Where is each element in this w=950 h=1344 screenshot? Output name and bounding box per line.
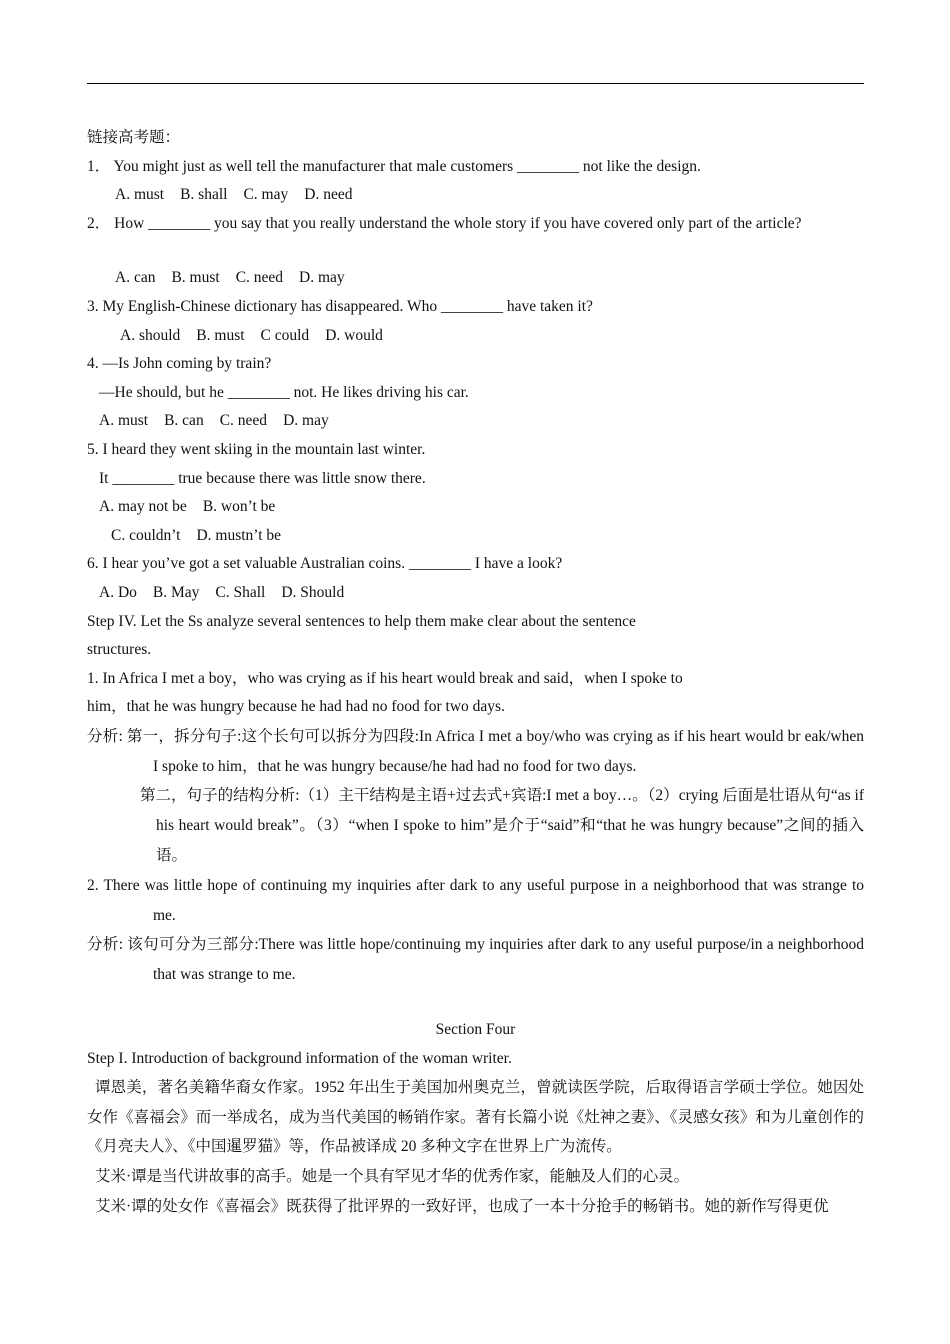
analysis-2: 分析: 该句可分为三部分:There was little hope/continuing my inquiries after dark to any useful purpose/in a neighborhood that was strange to me. bbox=[87, 936, 864, 984]
blank-gap bbox=[87, 990, 864, 1016]
question-2-stem: 2． How ________ you say that you really understand the whole story if you have covered only part of the article? bbox=[87, 214, 802, 232]
option: C. need bbox=[235, 269, 284, 287]
question-5-stem: 5. I heard they went skiing in the mountain last winter. bbox=[87, 440, 426, 458]
analysis-1-structure: 第二，句子的结构分析:（1）主干结构是主语+过去式+宾语:I met a boy…。（2）crying 后面是壮语从句“as if his heart would break”。（3）“when I spoke to him”是介于“said”和“that he was hungry because”之间的插入语。 bbox=[140, 787, 864, 865]
step-4-heading-cont: structures. bbox=[87, 641, 152, 659]
option: D. need bbox=[304, 186, 353, 204]
option: C. need bbox=[219, 412, 268, 430]
option: A. must bbox=[99, 412, 149, 430]
option: D. would bbox=[325, 326, 383, 344]
author-praise-paragraph: 艾米·谭是当代讲故事的高手。她是一个具有罕见才华的优秀作家，能触及人们的心灵。 bbox=[95, 1168, 690, 1186]
section-four-title: Section Four bbox=[435, 1021, 516, 1039]
question-6-stem: 6. I hear you’ve got a set valuable Australian coins. ________ I have a look? bbox=[87, 555, 563, 573]
question-3-stem: 3. My English-Chinese dictionary has disappeared. Who ________ have taken it? bbox=[87, 297, 593, 315]
option: D. may bbox=[299, 269, 345, 287]
author-intro-paragraph: 谭恩美，著名美籍华裔女作家。1952 年出生于美国加州奥克兰，曾就读医学院，后取得语言学硕士学位。她因处女作《喜福会》而一举成名，成为当代美国的畅销作家。著有长篇小说《灶神之妻》、《灵感女孩》和为儿童创作的《月亮夫人》、《中国暹罗猫》等，作品被译成 20 多种文字在世界上广为流传。 bbox=[87, 1079, 864, 1156]
step-1-heading: Step I. Introduction of background information of the woman writer. bbox=[87, 1049, 512, 1067]
option: A. may not be bbox=[99, 498, 187, 516]
option: B. must bbox=[196, 326, 245, 344]
blank-gap bbox=[87, 238, 864, 264]
option: D. mustn’t be bbox=[196, 526, 281, 544]
question-2-options bbox=[87, 264, 864, 293]
option: C. couldn’t bbox=[111, 526, 181, 544]
option: B. May bbox=[152, 583, 200, 601]
option: B. can bbox=[164, 412, 204, 430]
option: D. Should bbox=[281, 583, 345, 601]
option: B. shall bbox=[180, 186, 228, 204]
question-4-options bbox=[87, 407, 864, 436]
document-content bbox=[87, 124, 864, 1221]
question-5-options-b bbox=[87, 522, 864, 551]
question-6-options bbox=[87, 579, 864, 608]
sentence-2: 2. There was little hope of continuing my inquiries after dark to any useful purpose in a neighborhood that was strange to me. bbox=[87, 876, 864, 924]
option: C could bbox=[260, 326, 310, 344]
option: A. must bbox=[115, 186, 165, 204]
question-5-options-a bbox=[87, 493, 864, 522]
option: D. may bbox=[283, 412, 329, 430]
option: A. should bbox=[120, 326, 181, 344]
step-4-heading: Step IV. Let the Ss analyze several sentences to help them make clear about the sentence bbox=[87, 612, 636, 630]
analysis-1: 分析: 第一，拆分句子:这个长句可以拆分为四段:In Africa I met a boy/who was crying as if his heart would br eak/when I spoke to him，that he was hungry because/he had had no food for two days. bbox=[87, 727, 864, 775]
question-1-stem: 1． You might just as well tell the manufacturer that male customers ________ not like the design. bbox=[87, 157, 701, 175]
option: C. Shall bbox=[215, 583, 266, 601]
option: A. Do bbox=[99, 583, 137, 601]
option: B. won’t be bbox=[202, 498, 276, 516]
question-5-stem-2: It ________ true because there was little snow there. bbox=[99, 469, 426, 487]
option: B. must bbox=[171, 269, 220, 287]
document-page bbox=[87, 0, 864, 1344]
question-4-stem: 4. —Is John coming by train? bbox=[87, 355, 272, 373]
section-heading: 链接高考题： bbox=[87, 129, 181, 146]
debut-novel-paragraph: 艾米·谭的处女作《喜福会》既获得了批评界的一致好评，也成了一本十分抢手的畅销书。她的新作写得更优 bbox=[95, 1197, 829, 1215]
question-4-stem-2: —He should, but he ________ not. He likes driving his car. bbox=[99, 383, 469, 401]
question-1-options bbox=[87, 181, 864, 210]
sentence-1: 1. In Africa I met a boy，who was crying as if his heart would break and said，when I spoke to bbox=[87, 669, 683, 687]
header-rule bbox=[87, 83, 864, 84]
option: C. may bbox=[243, 186, 289, 204]
option: A. can bbox=[115, 269, 156, 287]
sentence-1-cont: him，that he was hungry because he had had no food for two days. bbox=[87, 698, 505, 716]
question-3-options bbox=[87, 322, 864, 351]
